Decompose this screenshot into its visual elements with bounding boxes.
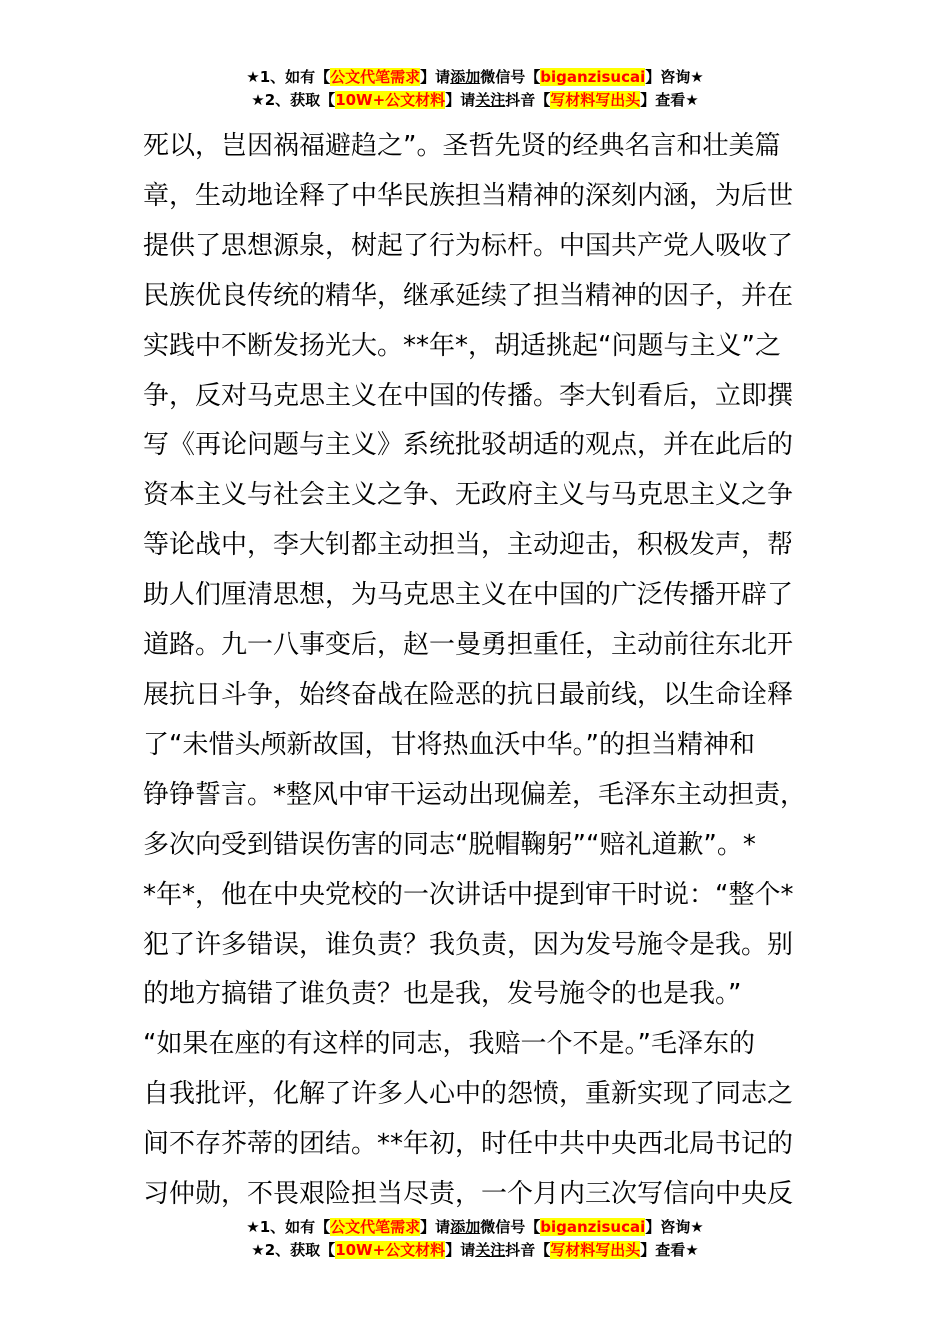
banner-text: ★2、获取【 [251,1241,336,1259]
banner-highlight: 公文代笔需求 [330,68,421,86]
banner-highlight: biganzisucai [540,1218,646,1236]
banner-text: ★2、获取【 [251,91,336,109]
body-line: 展抗日斗争，始终奋战在险恶的抗日最前线，以生命诠释 [143,679,794,710]
banner-highlight: 10W+公文材料 [335,91,446,109]
body-line: 提供了思想源泉，树起了行为标杆。中国共产党人吸收了 [143,230,794,261]
banner-line-1 [0,1216,950,1239]
body-line: 犯了许多错误，谁负责？我负责，因为发号施令是我。别 [143,929,794,960]
banner-highlight: 写材料写出头 [550,91,641,109]
body-line: 写《再论问题与主义》系统批驳胡适的观点，并在此后的 [143,430,794,461]
banner-underline: 关注 [475,1241,506,1259]
body-line: 争，反对马克思主义在中国的传播。李大钊看后，立即撰 [143,380,794,411]
banner-underline: 关注 [475,91,506,109]
body-line: 助人们厘清思想，为马克思主义在中国的广泛传播开辟了 [143,580,794,611]
banner-highlight: 10W+公文材料 [335,1241,446,1259]
body-line: 章，生动地诠释了中华民族担当精神的深刻内涵，为后世 [143,180,794,211]
header-banner [0,66,950,112]
body-line: 多次向受到错误伤害的同志“脱帽鞠躬”“赔礼道歉”。* [143,829,756,860]
banner-line-1 [0,66,950,89]
body-line: 资本主义与社会主义之争、无政府主义与马克思主义之争 [143,480,794,511]
body-line: *年*，他在中央党校的一次讲话中提到审干时说：“整个* [143,879,794,910]
banner-text: ★1、如有【 [246,68,331,86]
banner-text: 】请 [420,1218,451,1236]
banner-highlight: biganzisucai [540,68,646,86]
banner-underline: 添加 [450,1218,481,1236]
body-line: 死以，岂因祸福避趋之”。圣哲先贤的经典名言和壮美篇 [143,131,781,161]
body-line: 民族优良传统的精华，继承延续了担当精神的因子，并在 [143,280,794,311]
banner-text: 】咨询★ [645,68,704,86]
body-line: 实践中不断发扬光大。**年*，胡适挑起“问题与主义”之 [143,330,781,361]
banner-text: 抖音【 [505,1241,551,1259]
banner-underline: 添加 [450,68,481,86]
body-line: “如果在座的有这样的同志，我赔一个不是。”毛泽东的 [143,1029,755,1060]
banner-text: 】咨询★ [645,1218,704,1236]
body-line: 等论战中，李大钊都主动担当，主动迎击，积极发声，帮 [143,530,794,561]
body-line: 了“未惜头颅新故国，甘将热血沃中华。”的担当精神和 [143,729,755,760]
body-line: 习仲勋，不畏艰险担当尽责，一个月内三次写信向中央反 [143,1179,794,1210]
banner-line-2 [0,89,950,112]
banner-text: 抖音【 [505,91,551,109]
banner-text: 】请 [445,91,476,109]
banner-text: 】查看★ [640,1241,699,1259]
banner-text: 微信号【 [480,68,541,86]
document-body [143,122,823,1220]
banner-text: 】请 [445,1241,476,1259]
banner-text: 微信号【 [480,1218,541,1236]
banner-highlight: 写材料写出头 [550,1241,641,1259]
banner-line-2 [0,1239,950,1262]
body-line: 间不存芥蒂的团结。**年初，时任中共中央西北局书记的 [143,1129,794,1160]
body-line: 道路。九一八事变后，赵一曼勇担重任，主动前往东北开 [143,630,794,661]
banner-text: 】查看★ [640,91,699,109]
footer-banner [0,1216,950,1262]
body-line: 自我批评，化解了许多人心中的怨愤，重新实现了同志之 [143,1079,794,1110]
banner-text: ★1、如有【 [246,1218,331,1236]
banner-highlight: 公文代笔需求 [330,1218,421,1236]
body-line: 铮铮誓言。*整风中审干运动出现偏差，毛泽东主动担责， [143,779,807,810]
body-line: 的地方搞错了谁负责？也是我，发号施令的也是我。” [143,979,742,1010]
banner-text: 】请 [420,68,451,86]
